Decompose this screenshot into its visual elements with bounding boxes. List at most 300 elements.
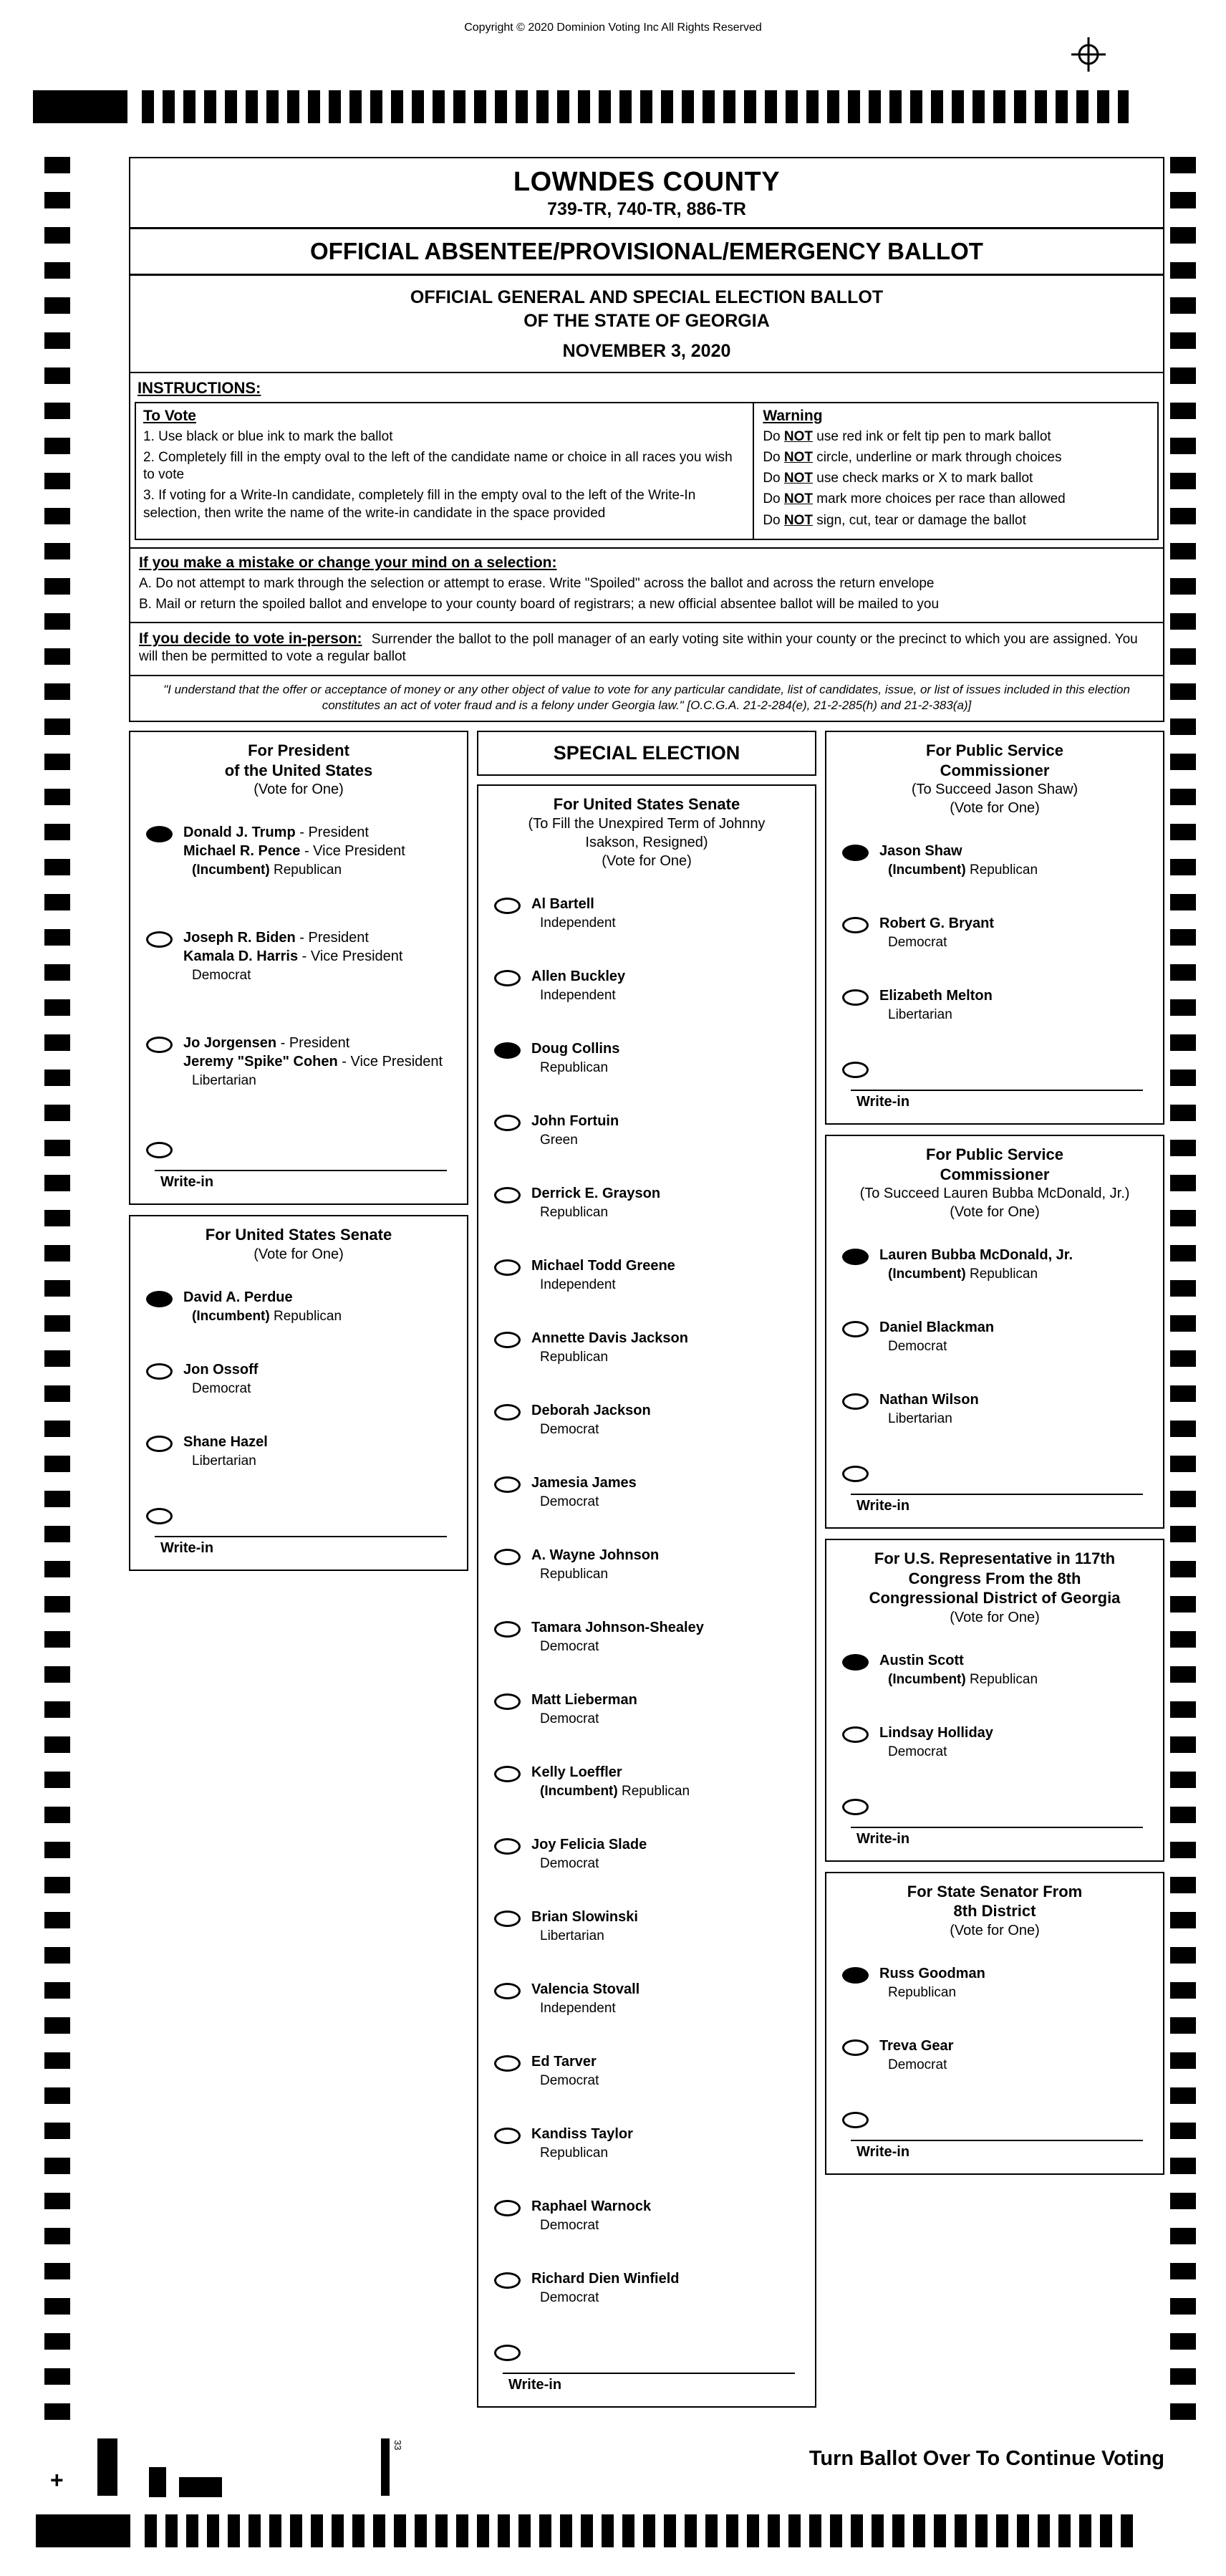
contest-title: For U.S. Representative in 117th [874, 1549, 1116, 1568]
contest-subtitle: (To Succeed Lauren Bubba McDonald, Jr.) [859, 1186, 1130, 1202]
candidate-name [531, 1039, 619, 1058]
candidate-option [478, 2197, 815, 2234]
contest-title: Congress From the 8th [908, 1569, 1081, 1587]
candidate-name [879, 914, 994, 933]
candidate-party: Green [540, 1132, 578, 1148]
candidate-name [531, 2052, 599, 2071]
candidate-name-bold: Derrick E. Grayson [531, 1185, 661, 1201]
candidate-text [879, 1246, 1073, 1282]
vote-for-instruction: (Vote for One) [254, 1246, 344, 1262]
candidate-list [130, 823, 467, 1203]
candidate-option [478, 2052, 815, 2089]
write-in-line[interactable] [155, 1170, 447, 1198]
oval-empty[interactable] [494, 1476, 521, 1493]
vote-for-instruction: (Vote for One) [950, 1609, 1040, 1625]
candidate-option [478, 1112, 815, 1148]
write-in-option [130, 1505, 467, 1524]
candidate-name [531, 1329, 688, 1347]
write-in-oval[interactable] [842, 2112, 869, 2128]
oval-empty[interactable] [494, 1693, 521, 1710]
print-calibration-mark [149, 2467, 166, 2497]
oval-empty[interactable] [494, 2128, 521, 2144]
candidate-text [879, 2037, 953, 2073]
write-in-line[interactable] [851, 1827, 1143, 1855]
contest-subtitle: Isakson, Resigned) [585, 834, 708, 850]
write-in-line[interactable] [851, 2140, 1143, 2168]
candidate-list [826, 1964, 1163, 2173]
candidate-name [879, 1390, 979, 1409]
running-mate-name: Michael R. Pence - Vice President [183, 843, 405, 860]
candidate-party: Democrat [888, 2057, 947, 2072]
candidate-text [531, 1184, 660, 1221]
oval-empty[interactable] [494, 1115, 521, 1131]
candidate-text [183, 1288, 342, 1325]
candidate-name-bold: Annette Davis Jackson [531, 1330, 688, 1346]
candidate-name-bold: Al Bartell [531, 895, 594, 912]
oval-empty[interactable] [146, 1037, 173, 1053]
candidate-name-bold: Matt Lieberman [531, 1691, 637, 1708]
contest-title: For President [248, 741, 349, 760]
oval-empty[interactable] [146, 1363, 173, 1380]
candidate-list [826, 1246, 1163, 1527]
candidate-name-bold: Raphael Warnock [531, 2198, 652, 2214]
candidate-option [130, 1288, 467, 1325]
not-emphasis: NOT [783, 471, 814, 486]
candidate-name-bold: A. Wayne Johnson [531, 1547, 660, 1563]
timing-marks-right [1170, 157, 1196, 2423]
vote-for-instruction: (Vote for One) [602, 852, 692, 869]
write-in-option [826, 2109, 1163, 2128]
oval-empty[interactable] [494, 2055, 521, 2072]
candidate-text [531, 1546, 659, 1582]
oval-empty[interactable] [494, 1983, 521, 1999]
oval-empty[interactable] [494, 1766, 521, 1782]
write-in-label: Write-in [856, 1094, 910, 1110]
candidate-option [478, 1908, 815, 1944]
vote-for-instruction: (Vote for One) [950, 800, 1040, 817]
candidate-party: (Incumbent) Republican [540, 1783, 690, 1799]
write-in-label: Write-in [508, 2376, 562, 2393]
sheet-number: 33 [392, 2440, 403, 2451]
candidate-name-bold: Doug Collins [531, 1040, 620, 1057]
candidate-party: Independent [540, 2000, 616, 2016]
write-in-oval[interactable] [842, 1062, 869, 1078]
candidate-name [531, 1691, 637, 1709]
incumbent-tag: (Incumbent) [540, 1783, 622, 1799]
oval-empty[interactable] [494, 2272, 521, 2289]
oval-empty[interactable] [494, 1549, 521, 1565]
candidate-option [826, 842, 1163, 878]
candidate-name: Joseph R. Biden - President [183, 930, 369, 946]
candidate-text [183, 928, 402, 984]
candidate-name [531, 1401, 651, 1420]
candidate-name [879, 1318, 994, 1337]
candidate-name [879, 1724, 993, 1742]
candidate-name [531, 1256, 675, 1275]
candidate-option [826, 1246, 1163, 1282]
oval-empty[interactable] [494, 2200, 521, 2216]
candidate-name [531, 895, 616, 913]
candidate-name-bold: Joy Felicia Slade [531, 1836, 647, 1852]
candidate-party: (Incumbent) Republican [192, 1308, 342, 1324]
write-in-option [130, 1139, 467, 1158]
write-in-oval[interactable] [842, 1466, 869, 1482]
candidate-name [531, 1474, 637, 1492]
mistake-section [130, 547, 1163, 622]
contest-header [826, 1873, 1163, 1946]
candidate-option [478, 895, 815, 931]
candidate-name-bold: Valencia Stovall [531, 1981, 640, 1997]
candidate-party: Democrat [540, 2217, 599, 2233]
candidate-party: Democrat [540, 1711, 599, 1726]
candidate-name-bold: Robert G. Bryant [879, 915, 995, 932]
not-emphasis: NOT [783, 428, 814, 444]
candidate-list [478, 895, 815, 2406]
voting-instructions-box [135, 402, 1159, 541]
warning-item: Do NOT sign, cut, tear or damage the ballot [763, 512, 1026, 528]
candidate-text [531, 1908, 638, 1944]
not-emphasis: NOT [783, 449, 814, 465]
candidate-name-bold: Jason Shaw [879, 843, 962, 860]
candidate-name-bold: Brian Slowinski [531, 1908, 638, 1925]
oval-empty[interactable] [842, 1726, 869, 1743]
write-in-label: Write-in [160, 1174, 214, 1191]
ballot-column [129, 731, 468, 1581]
oval-empty[interactable] [842, 1393, 869, 1410]
candidate-option [826, 914, 1163, 951]
precinct-codes: 739-TR, 740-TR, 886-TR [547, 199, 746, 219]
contest-title: For Public Service [926, 741, 1063, 760]
plus-registration-mark: + [50, 2467, 64, 2493]
write-in-oval[interactable] [146, 1142, 173, 1158]
write-in-line[interactable] [851, 1090, 1143, 1118]
candidate-name-bold: Tamara Johnson-Shealey [531, 1619, 704, 1635]
candidate-name [531, 1835, 647, 1854]
write-in-label: Write-in [856, 2143, 910, 2160]
candidate-text [183, 1360, 258, 1397]
candidate-name [531, 1763, 690, 1782]
contest-title: of the United States [224, 761, 373, 779]
candidate-name-bold: Nathan Wilson [879, 1392, 979, 1408]
candidate-list [130, 1288, 467, 1570]
candidate-option [130, 1433, 467, 1469]
candidate-name [531, 1112, 619, 1130]
to-vote-items [143, 428, 745, 523]
write-in-line[interactable] [155, 1536, 447, 1564]
oval-empty[interactable] [494, 970, 521, 986]
timing-marks-left [44, 157, 70, 2423]
timing-marks-bottom [36, 2514, 1140, 2547]
candidate-party: Libertarian [888, 1007, 952, 1023]
candidate-text [531, 1691, 637, 1727]
candidate-name-bold: Michael Todd Greene [531, 1257, 675, 1274]
candidate-party: Republican [888, 1984, 957, 2000]
candidate-name [879, 1651, 1038, 1670]
to-vote-title: To Vote [143, 407, 196, 424]
contest-box [477, 784, 816, 2408]
candidate-party: Republican [540, 1566, 609, 1582]
warning-item: Do NOT use red ink or felt tip pen to mark ballot [763, 428, 1051, 444]
oval-empty[interactable] [494, 1259, 521, 1276]
contest-box [129, 1215, 468, 1571]
candidate-option [478, 2125, 815, 2161]
registration-crosshair-icon [1070, 36, 1107, 73]
candidate-party: Democrat [888, 1339, 947, 1355]
candidate-text [531, 2052, 599, 2089]
to-vote-item: 2. Completely fill in the empty oval to the left of the candidate name or choice in all races you wish to vote [143, 449, 733, 483]
candidate-name-bold: Deborah Jackson [531, 1402, 651, 1418]
oval-empty[interactable] [146, 1436, 173, 1452]
candidate-name [531, 967, 625, 986]
candidate-text [531, 1112, 619, 1148]
candidate-name-bold: Ed Tarver [531, 2053, 597, 2070]
vote-for-instruction: (Vote for One) [950, 1922, 1040, 1938]
candidate-option [478, 967, 815, 1004]
candidate-party: (Incumbent) Republican [888, 1267, 1038, 1282]
candidate-option [478, 1835, 815, 1872]
candidate-party: Republican [540, 1059, 609, 1075]
candidate-name-bold: Lauren Bubba McDonald, Jr. [879, 1247, 1073, 1264]
incumbent-tag: (Incumbent) [192, 862, 274, 878]
candidate-name-bold: Jo Jorgensen [183, 1035, 277, 1052]
candidate-party: Libertarian [192, 1073, 256, 1089]
ballot-type-banner: OFFICIAL ABSENTEE/PROVISIONAL/EMERGENCY BALLOT [130, 229, 1163, 276]
oval-marked[interactable] [842, 1249, 869, 1265]
candidate-option [478, 1039, 815, 1076]
candidate-party: Republican [540, 2145, 609, 2161]
not-emphasis: NOT [783, 491, 814, 507]
candidate-name-bold: Treva Gear [879, 2037, 954, 2054]
oval-marked[interactable] [842, 845, 869, 861]
oval-marked[interactable] [146, 1291, 173, 1307]
candidate-text [879, 1390, 979, 1427]
candidate-party: Libertarian [888, 1411, 952, 1427]
candidate-text [531, 1835, 647, 1872]
candidate-name [531, 2197, 651, 2216]
candidate-option [130, 823, 467, 878]
candidate-name-bold: Richard Dien Winfield [531, 2270, 680, 2287]
oval-empty[interactable] [494, 1911, 521, 1927]
contest-box [825, 1872, 1164, 2175]
contest-header [130, 1216, 467, 1269]
write-in-oval[interactable] [146, 1508, 173, 1524]
to-vote-item: 1. Use black or blue ink to mark the ballot [143, 428, 393, 444]
timing-ticks-top [142, 90, 1129, 123]
oval-empty[interactable] [494, 1621, 521, 1638]
candidate-party: Democrat [192, 968, 251, 984]
candidate-name-bold: Lindsay Holliday [879, 1724, 993, 1741]
candidate-name [879, 1964, 985, 1983]
candidate-option [478, 2269, 815, 2306]
candidate-party: Independent [540, 987, 616, 1003]
oval-empty[interactable] [842, 1321, 869, 1337]
running-mate-name-bold: Kamala D. Harris [183, 948, 299, 965]
contest-box [129, 731, 468, 1205]
candidate-party: Democrat [540, 1421, 599, 1437]
warning-section [754, 403, 1157, 539]
candidate-option [478, 1691, 815, 1727]
candidate-party: (Incumbent) Republican [888, 862, 1038, 878]
oval-empty[interactable] [494, 898, 521, 914]
warning-item: Do NOT circle, underline or mark through choices [763, 449, 1062, 465]
write-in-label: Write-in [856, 1498, 910, 1514]
oval-empty[interactable] [146, 931, 173, 948]
incumbent-tag: (Incumbent) [888, 862, 970, 878]
incumbent-tag: (Incumbent) [192, 1308, 274, 1324]
write-in-line[interactable] [851, 1494, 1143, 1522]
instructions-label: INSTRUCTIONS: [137, 378, 261, 397]
write-in-option [826, 1463, 1163, 1482]
oval-empty[interactable] [494, 1838, 521, 1855]
candidate-party: Republican [540, 1349, 609, 1365]
print-calibration-mark [97, 2438, 117, 2496]
write-in-line[interactable] [503, 2373, 795, 2400]
turn-ballot-over-text: Turn Ballot Over To Continue Voting [809, 2447, 1164, 2470]
vote-for-instruction: (Vote for One) [254, 782, 344, 798]
contest-title: Congressional District of Georgia [869, 1589, 1121, 1607]
election-title [130, 276, 1163, 373]
not-emphasis: NOT [783, 512, 814, 528]
candidate-text [531, 1039, 619, 1076]
contest-header [826, 1540, 1163, 1633]
candidate-option [826, 2037, 1163, 2073]
contest-title: Commissioner [940, 761, 1050, 779]
county-header [130, 158, 1163, 229]
candidate-party: Libertarian [540, 1928, 604, 1943]
candidate-text [531, 895, 616, 931]
candidate-party: (Incumbent) Republican [888, 1671, 1038, 1687]
candidate-option [826, 1964, 1163, 2001]
mistake-items [139, 575, 1154, 614]
candidate-list [826, 842, 1163, 1123]
candidate-name [531, 2125, 633, 2143]
in-person-text: Surrender the ballot to the poll manager of an early voting site within your county or the precinct to which you are assigned. You will then be permitted to vote a regular ballot [139, 631, 1138, 665]
oval-empty[interactable] [494, 1187, 521, 1203]
candidate-text [531, 1329, 688, 1365]
contest-box [825, 731, 1164, 1125]
running-mate-name: Jeremy "Spike" Cohen - Vice President [183, 1054, 443, 1070]
candidate-name [183, 1433, 268, 1451]
contest-title: 8th District [953, 1902, 1036, 1921]
candidate-name [531, 1546, 659, 1565]
candidate-name-bold: Joseph R. Biden [183, 930, 296, 946]
candidate-name-bold: Allen Buckley [531, 968, 626, 984]
candidate-text [879, 1651, 1038, 1688]
candidate-party: Republican [540, 1204, 609, 1220]
contest-subtitle: (To Fill the Unexpired Term of Johnny [528, 815, 766, 832]
election-title-line2: OF THE STATE OF GEORGIA [523, 310, 770, 331]
contest-title: For United States Senate [553, 795, 740, 814]
election-title-line1: OFFICIAL GENERAL AND SPECIAL ELECTION BALLOT [410, 287, 884, 307]
candidate-text [531, 967, 625, 1004]
candidate-name-bold: Russ Goodman [879, 1965, 985, 1981]
special-election-header: SPECIAL ELECTION [477, 731, 816, 776]
timing-ticks-bottom [145, 2514, 1140, 2547]
candidate-name-bold: Shane Hazel [183, 1433, 268, 1450]
ballot-column [825, 731, 1164, 2185]
candidate-party: Democrat [540, 2289, 599, 2305]
candidate-party: Democrat [192, 1380, 251, 1396]
candidate-name [879, 986, 993, 1005]
oval-marked[interactable] [146, 826, 173, 842]
copyright-notice: Copyright © 2020 Dominion Voting Inc All Rights Reserved [464, 21, 762, 34]
oval-empty[interactable] [842, 989, 869, 1006]
incumbent-tag: (Incumbent) [888, 1671, 970, 1687]
candidate-text [531, 2197, 651, 2234]
contest-header [826, 732, 1163, 823]
candidate-name-bold: Austin Scott [879, 1652, 964, 1668]
candidate-party: Independent [540, 915, 616, 931]
oval-marked[interactable] [842, 1967, 869, 1984]
warning-item: Do NOT use check marks or X to mark ballot [763, 471, 1033, 486]
candidate-party: Democrat [540, 1494, 599, 1509]
candidate-text [879, 1318, 994, 1355]
contest-header [826, 1136, 1163, 1227]
candidate-name [531, 1908, 638, 1926]
candidate-option [478, 1184, 815, 1221]
ballot-header-box [129, 157, 1164, 722]
candidate-party: Libertarian [192, 1453, 256, 1469]
write-in-option [826, 1796, 1163, 1815]
candidate-option [130, 1360, 467, 1397]
contest-header [478, 786, 815, 876]
write-in-oval[interactable] [842, 1799, 869, 1815]
candidate-name: Donald J. Trump - President [183, 825, 369, 841]
oval-empty[interactable] [494, 1332, 521, 1348]
candidate-option [478, 1618, 815, 1655]
candidate-party: Democrat [888, 1744, 947, 1759]
oval-empty[interactable] [494, 1404, 521, 1421]
oval-marked[interactable] [842, 1654, 869, 1671]
candidate-option [478, 1401, 815, 1438]
candidate-name [879, 2037, 953, 2055]
candidate-name-bold: John Fortuin [531, 1112, 619, 1129]
candidate-name [879, 1246, 1073, 1264]
candidate-party: Democrat [888, 935, 947, 951]
candidate-text [879, 1964, 985, 2001]
running-mate-name-bold: Jeremy "Spike" Cohen [183, 1054, 338, 1070]
candidate-name-bold: Kelly Loeffler [531, 1764, 622, 1780]
vote-for-instruction: (Vote for One) [950, 1204, 1040, 1221]
oval-empty[interactable] [842, 917, 869, 933]
candidate-text [879, 914, 994, 951]
candidate-text [531, 1618, 704, 1655]
write-in-oval[interactable] [494, 2345, 521, 2361]
oval-empty[interactable] [842, 2039, 869, 2056]
contest-box [825, 1539, 1164, 1862]
timing-long-bar-bottom [36, 2514, 130, 2547]
in-person-section [130, 622, 1163, 675]
candidate-party: Democrat [540, 2072, 599, 2088]
to-vote-section [136, 403, 754, 539]
candidate-party: (Incumbent) Republican [192, 862, 342, 878]
write-in-label: Write-in [160, 1539, 214, 1556]
running-mate-name: Kamala D. Harris - Vice President [183, 948, 403, 965]
candidate-option [826, 1651, 1163, 1688]
contest-header [130, 732, 467, 804]
candidate-name-bold: Jamesia James [531, 1474, 637, 1491]
candidate-option [826, 986, 1163, 1023]
candidate-text [531, 2125, 633, 2161]
write-in-option [826, 1059, 1163, 1078]
candidate-option [130, 928, 467, 984]
candidate-text [183, 1034, 443, 1089]
candidate-option [478, 1763, 815, 1799]
candidate-text [531, 1474, 637, 1510]
oval-marked[interactable] [494, 1042, 521, 1059]
candidate-option [478, 1329, 815, 1365]
candidate-name [531, 1980, 639, 1999]
